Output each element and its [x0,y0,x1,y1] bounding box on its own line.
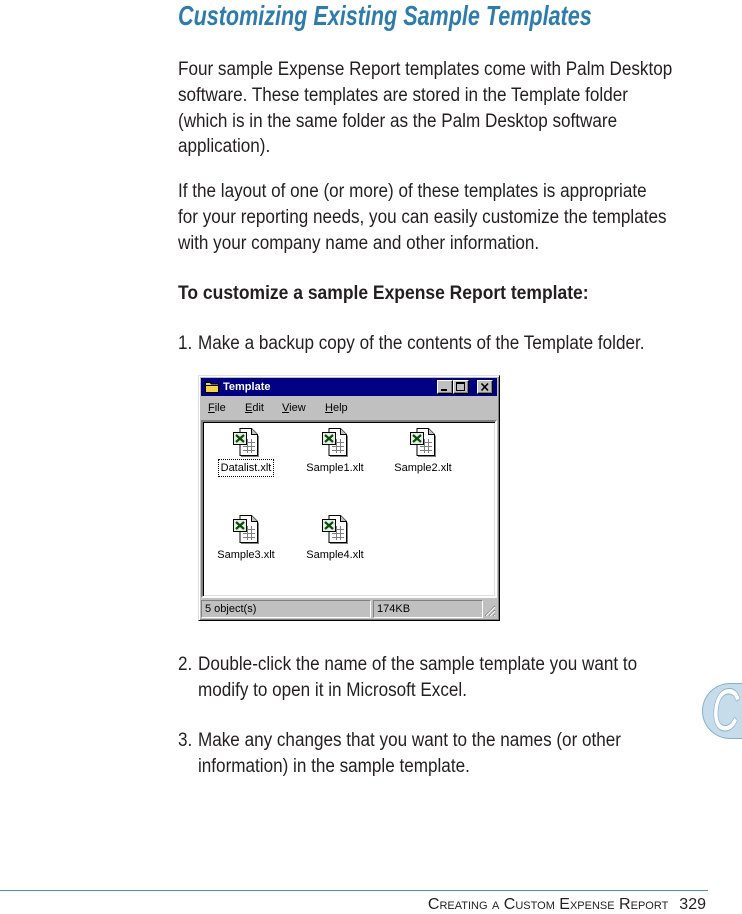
file-item[interactable] [295,514,375,566]
paragraph-1-line: Four sample Expense Report templates come with Palm Desktop [178,59,673,80]
menu-bar [201,398,497,418]
file-item[interactable] [206,427,286,479]
file-item[interactable] [383,427,463,479]
folder-contents[interactable] [201,420,497,598]
file-name[interactable]: Sample2.xlt [394,462,452,474]
page-footer [428,896,706,914]
menu-help[interactable]: Help [325,402,348,414]
minimize-button[interactable] [437,380,453,394]
step-3-text: information) in the sample template. [198,756,470,777]
excel-template-icon[interactable] [232,514,260,544]
template-folder-window [198,375,500,621]
appendix-tab [702,683,742,739]
folder-icon[interactable] [204,379,220,395]
file-item[interactable] [206,514,286,566]
file-name[interactable]: Datalist.xlt [218,459,275,477]
file-item[interactable] [295,427,375,479]
running-footer-title: Creating a Custom Expense Report [427,896,669,913]
close-icon [478,381,492,393]
paragraph-2-line: for your reporting needs, you can easily customize the templates [178,207,667,228]
resize-grip-icon[interactable] [484,605,496,617]
title-bar[interactable] [201,378,497,396]
paragraph-1-line: software. These templates are stored in the Template folder [178,85,628,106]
footer-rule [0,890,708,891]
excel-template-icon[interactable] [321,427,349,457]
excel-template-icon[interactable] [232,427,260,457]
excel-template-icon[interactable] [409,427,437,457]
paragraph-1-line: application). [178,136,271,157]
menu-file[interactable]: File [208,402,226,414]
step-3-number: 3. [178,730,193,751]
file-name[interactable]: Sample4.xlt [306,549,364,561]
step-2-text: Double-click the name of the sample template you want to [198,654,638,675]
paragraph-2-line: If the layout of one (or more) of these templates is appropriate [178,181,647,202]
minimize-icon [438,381,452,393]
step-1-number: 1. [178,333,193,354]
procedure-heading: To customize a sample Expense Report template: [178,283,589,304]
file-name[interactable]: Sample1.xlt [306,462,364,474]
step-1-text: Make a backup copy of the contents of the Template folder. [198,333,645,354]
section-heading: Customizing Existing Sample Templates [178,0,592,31]
status-bar [201,599,497,619]
menu-view[interactable]: View [282,402,306,414]
window-title: Template [223,381,271,393]
maximize-icon [454,381,468,393]
menu-edit[interactable]: Edit [245,402,264,414]
excel-template-icon[interactable] [321,514,349,544]
close-button[interactable] [477,380,493,394]
paragraph-1-line: (which is in the same folder as the Palm Desktop software [178,111,618,132]
page-number: 329 [679,896,706,913]
step-2-text: modify to open it in Microsoft Excel. [198,680,467,701]
step-3-text: Make any changes that you want to the names (or other [198,730,621,751]
status-object-count: 5 object(s) [201,600,371,618]
paragraph-2-line: with your company name and other information. [178,233,540,254]
appendix-tab-letter: C [712,683,740,739]
status-size: 174KB [373,600,483,618]
step-2-number: 2. [178,654,193,675]
file-name[interactable]: Sample3.xlt [217,549,275,561]
maximize-button[interactable] [453,380,469,394]
